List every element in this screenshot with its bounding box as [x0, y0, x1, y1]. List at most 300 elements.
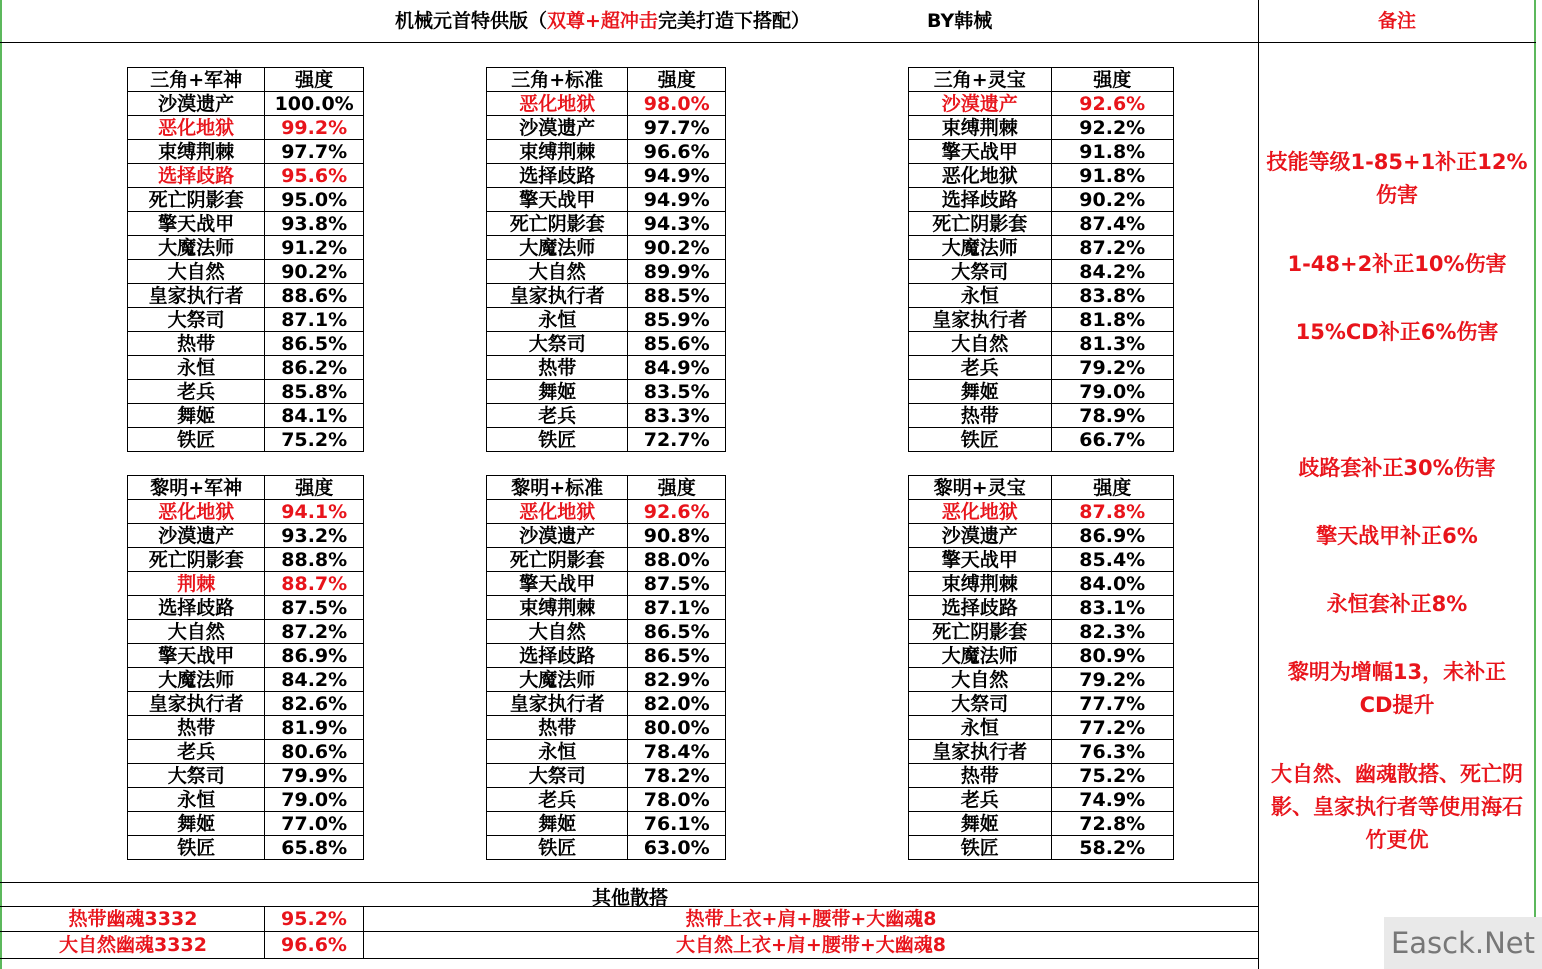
set-name: 擎天战甲 [909, 140, 1052, 164]
strength-value: 84.2% [265, 668, 364, 692]
set-name: 死亡阴影套 [128, 188, 265, 212]
set-name: 大祭司 [487, 332, 628, 356]
strength-value: 83.1% [1051, 596, 1173, 620]
table-row [487, 236, 726, 260]
set-name: 死亡阴影套 [487, 212, 628, 236]
set-name: 老兵 [128, 380, 265, 404]
table-row [128, 356, 364, 380]
table-row [487, 620, 726, 644]
header-strength: 强度 [628, 476, 726, 500]
set-name: 热带 [128, 332, 265, 356]
set-name: 皇家执行者 [909, 740, 1052, 764]
note-liming: 黎明为增幅13，未补正CD提升 [1287, 660, 1507, 717]
set-name: 恶化地狱 [909, 500, 1052, 524]
set-name: 热带 [487, 356, 628, 380]
strength-value: 84.2% [1051, 260, 1173, 284]
set-name: 选择歧路 [487, 644, 628, 668]
strength-value: 91.8% [1051, 164, 1173, 188]
set-name: 热带 [487, 716, 628, 740]
table-row [128, 332, 364, 356]
other-row-2-name: 大自然幽魂3332 [59, 934, 207, 956]
row-divider-3 [0, 958, 1259, 959]
set-name: 选择歧路 [128, 596, 265, 620]
set-name: 大祭司 [128, 308, 265, 332]
note-qingtian: 擎天战甲补正6% [1316, 524, 1478, 548]
row-divider-2 [0, 931, 1259, 932]
strength-value: 79.0% [1051, 380, 1173, 404]
set-name: 擎天战甲 [128, 212, 265, 236]
header-combo: 三角+灵宝 [909, 68, 1052, 92]
set-name: 沙漠遗产 [487, 524, 628, 548]
set-name: 铁匠 [909, 428, 1052, 452]
table-row [487, 716, 726, 740]
set-name: 铁匠 [128, 428, 265, 452]
table-row [909, 332, 1174, 356]
table-row [128, 812, 364, 836]
strength-value: 77.7% [1051, 692, 1173, 716]
table-row [487, 308, 726, 332]
set-name: 束缚荆棘 [909, 116, 1052, 140]
table-header-row [487, 476, 726, 500]
strength-value: 79.0% [265, 788, 364, 812]
strength-value: 76.3% [1051, 740, 1173, 764]
table-row [128, 188, 364, 212]
table-row [909, 500, 1174, 524]
header-combo: 黎明+标准 [487, 476, 628, 500]
table-row [128, 572, 364, 596]
strength-value: 78.2% [628, 764, 726, 788]
set-name: 舞姬 [128, 404, 265, 428]
set-name: 大祭司 [128, 764, 265, 788]
table-row [128, 500, 364, 524]
table-row [909, 356, 1174, 380]
set-name: 热带 [909, 404, 1052, 428]
set-name: 永恒 [487, 308, 628, 332]
set-name: 死亡阴影套 [909, 620, 1052, 644]
set-name: 选择歧路 [909, 188, 1052, 212]
table-row [909, 404, 1174, 428]
table-row [487, 164, 726, 188]
set-name: 大自然 [128, 620, 265, 644]
strength-value: 85.4% [1051, 548, 1173, 572]
set-name: 大魔法师 [909, 236, 1052, 260]
header-strength: 强度 [1051, 68, 1173, 92]
other-row-1-value: 95.2% [281, 908, 347, 930]
header-strength: 强度 [265, 68, 364, 92]
other-row-2-value: 96.6% [281, 934, 347, 956]
table-row [909, 524, 1174, 548]
strength-value: 78.4% [628, 740, 726, 764]
set-name: 大自然 [487, 620, 628, 644]
table-row [909, 212, 1174, 236]
table-row [487, 116, 726, 140]
table-row [487, 500, 726, 524]
table-row [487, 692, 726, 716]
strength-value: 84.9% [628, 356, 726, 380]
strength-value: 87.2% [265, 620, 364, 644]
strength-value: 93.2% [265, 524, 364, 548]
set-name: 沙漠遗产 [128, 92, 265, 116]
set-name: 恶化地狱 [128, 500, 265, 524]
table-row [487, 356, 726, 380]
set-name: 铁匠 [487, 428, 628, 452]
table-row [487, 836, 726, 860]
set-name: 死亡阴影套 [487, 548, 628, 572]
table-row [909, 740, 1174, 764]
strength-value: 87.5% [628, 572, 726, 596]
table-row [487, 668, 726, 692]
strength-value: 80.6% [265, 740, 364, 764]
table-row [128, 236, 364, 260]
set-name: 大魔法师 [909, 644, 1052, 668]
note-haishizhu: 大自然、幽魂散搭、死亡阴影、皇家执行者等使用海石竹更优 [1271, 762, 1523, 852]
header-divider [0, 42, 1536, 43]
set-name: 大自然 [487, 260, 628, 284]
table-row [909, 260, 1174, 284]
strength-value: 87.4% [1051, 212, 1173, 236]
set-name: 选择歧路 [909, 596, 1052, 620]
strength-value: 82.0% [628, 692, 726, 716]
table-header-row [128, 68, 364, 92]
notes-header: 备注 [1378, 10, 1417, 32]
set-name: 铁匠 [909, 836, 1052, 860]
table-row [909, 140, 1174, 164]
table-row [128, 548, 364, 572]
strength-value: 88.7% [265, 572, 364, 596]
table-sanjiao-lingbao [908, 67, 1174, 452]
set-name: 束缚荆棘 [487, 596, 628, 620]
strength-value: 83.5% [628, 380, 726, 404]
table-sanjiao-junshen [127, 67, 364, 452]
note-level-48: 1-48+2补正10%伤害 [1287, 252, 1507, 276]
notes-divider [1258, 0, 1259, 969]
set-name: 热带 [909, 764, 1052, 788]
strength-value: 72.7% [628, 428, 726, 452]
table-row [487, 740, 726, 764]
table-row [909, 596, 1174, 620]
strength-value: 79.9% [265, 764, 364, 788]
strength-value: 76.1% [628, 812, 726, 836]
header-strength: 强度 [628, 68, 726, 92]
strength-value: 77.2% [1051, 716, 1173, 740]
table-row [487, 140, 726, 164]
strength-value: 83.3% [628, 404, 726, 428]
strength-value: 89.9% [628, 260, 726, 284]
set-name: 大自然 [128, 260, 265, 284]
set-name: 大魔法师 [128, 668, 265, 692]
header-combo: 黎明+灵宝 [909, 476, 1052, 500]
set-name: 老兵 [128, 740, 265, 764]
strength-value: 75.2% [1051, 764, 1173, 788]
table-row [128, 764, 364, 788]
strength-value: 82.3% [1051, 620, 1173, 644]
strength-value: 87.1% [628, 596, 726, 620]
set-name: 老兵 [487, 788, 628, 812]
set-name: 大祭司 [909, 692, 1052, 716]
strength-value: 91.2% [265, 236, 364, 260]
strength-value: 93.8% [265, 212, 364, 236]
set-name: 沙漠遗产 [487, 116, 628, 140]
set-name: 大自然 [909, 668, 1052, 692]
set-name: 舞姬 [128, 812, 265, 836]
table-row [909, 188, 1174, 212]
strength-value: 84.1% [265, 404, 364, 428]
strength-value: 87.5% [265, 596, 364, 620]
table-row [487, 812, 726, 836]
strength-value: 82.9% [628, 668, 726, 692]
table-row [128, 308, 364, 332]
table-row [909, 428, 1174, 452]
table-row [487, 188, 726, 212]
strength-value: 65.8% [265, 836, 364, 860]
set-name: 束缚荆棘 [128, 140, 265, 164]
strength-value: 88.5% [628, 284, 726, 308]
strength-value: 94.9% [628, 188, 726, 212]
set-name: 大魔法师 [487, 668, 628, 692]
table-row [128, 836, 364, 860]
set-name: 大自然 [909, 332, 1052, 356]
strength-value: 86.2% [265, 356, 364, 380]
strength-value: 85.6% [628, 332, 726, 356]
table-row [487, 212, 726, 236]
set-name: 热带 [128, 716, 265, 740]
set-name: 舞姬 [487, 380, 628, 404]
strength-value: 86.5% [628, 620, 726, 644]
strength-value: 79.2% [1051, 668, 1173, 692]
strength-value: 87.8% [1051, 500, 1173, 524]
set-name: 永恒 [128, 356, 265, 380]
table-row [487, 764, 726, 788]
table-row [487, 596, 726, 620]
strength-value: 80.9% [1051, 644, 1173, 668]
strength-value: 58.2% [1051, 836, 1173, 860]
strength-value: 86.9% [265, 644, 364, 668]
strength-value: 79.2% [1051, 356, 1173, 380]
strength-value: 63.0% [628, 836, 726, 860]
table-header-row [487, 68, 726, 92]
table-row [909, 620, 1174, 644]
strength-value: 99.2% [265, 116, 364, 140]
table-row [128, 116, 364, 140]
table-row [909, 836, 1174, 860]
set-name: 大祭司 [909, 260, 1052, 284]
set-name: 永恒 [909, 284, 1052, 308]
table-row [487, 284, 726, 308]
strength-value: 90.2% [265, 260, 364, 284]
set-name: 擎天战甲 [487, 572, 628, 596]
strength-value: 90.2% [628, 236, 726, 260]
table-row [128, 620, 364, 644]
other-row-1-name: 热带幽魂3332 [68, 908, 198, 930]
set-name: 束缚荆棘 [909, 572, 1052, 596]
strength-value: 81.9% [265, 716, 364, 740]
other-section-title: 其他散搭 [591, 887, 668, 909]
table-row [909, 716, 1174, 740]
table-row [487, 572, 726, 596]
strength-value: 95.6% [265, 164, 364, 188]
set-name: 皇家执行者 [128, 692, 265, 716]
table-row [128, 92, 364, 116]
strength-value: 83.8% [1051, 284, 1173, 308]
other-row-2-desc: 大自然上衣+肩+腰带+大幽魂8 [676, 934, 946, 956]
header-combo: 三角+标准 [487, 68, 628, 92]
title-suffix: 完美打造下搭配） [657, 10, 810, 32]
strength-value: 86.5% [628, 644, 726, 668]
table-row [487, 404, 726, 428]
author-label: BY韩械 [927, 10, 993, 32]
table-liming-biaozhun [486, 475, 726, 860]
strength-value: 86.5% [265, 332, 364, 356]
header-combo: 黎明+军神 [128, 476, 265, 500]
strength-value: 80.0% [628, 716, 726, 740]
table-row [128, 596, 364, 620]
set-name: 死亡阴影套 [128, 548, 265, 572]
strength-value: 88.6% [265, 284, 364, 308]
table-sanjiao-biaozhun [486, 67, 726, 452]
strength-value: 81.3% [1051, 332, 1173, 356]
strength-value: 94.3% [628, 212, 726, 236]
table-row [128, 380, 364, 404]
table-row [128, 212, 364, 236]
set-name: 死亡阴影套 [909, 212, 1052, 236]
set-name: 沙漠遗产 [128, 524, 265, 548]
table-row [128, 164, 364, 188]
table-row [128, 788, 364, 812]
table-row [909, 308, 1174, 332]
table-row [128, 260, 364, 284]
table-row [128, 740, 364, 764]
set-name: 恶化地狱 [909, 164, 1052, 188]
set-name: 舞姬 [909, 812, 1052, 836]
strength-value: 85.9% [628, 308, 726, 332]
table-row [128, 692, 364, 716]
set-name: 擎天战甲 [487, 188, 628, 212]
set-name: 大祭司 [487, 764, 628, 788]
strength-value: 97.7% [628, 116, 726, 140]
strength-value: 92.2% [1051, 116, 1173, 140]
note-skill-level: 技能等级1-85+1补正12%伤害 [1266, 150, 1528, 207]
table-row [128, 668, 364, 692]
set-name: 舞姬 [487, 812, 628, 836]
strength-value: 100.0% [265, 92, 364, 116]
table-row [909, 380, 1174, 404]
table-liming-lingbao [908, 475, 1174, 860]
set-name: 老兵 [909, 356, 1052, 380]
strength-value: 94.1% [265, 500, 364, 524]
strength-value: 81.8% [1051, 308, 1173, 332]
set-name: 皇家执行者 [487, 284, 628, 308]
strength-value: 84.0% [1051, 572, 1173, 596]
set-name: 恶化地狱 [128, 116, 265, 140]
strength-value: 75.2% [265, 428, 364, 452]
watermark: Easck.Net [1384, 917, 1542, 969]
header-strength: 强度 [1051, 476, 1173, 500]
header-strength: 强度 [265, 476, 364, 500]
table-row [909, 572, 1174, 596]
table-row [909, 92, 1174, 116]
page-title [395, 6, 810, 33]
table-row [128, 524, 364, 548]
set-name: 皇家执行者 [128, 284, 265, 308]
strength-value: 96.6% [628, 140, 726, 164]
set-name: 选择歧路 [487, 164, 628, 188]
table-row [909, 668, 1174, 692]
note-qilu: 歧路套补正30%伤害 [1298, 456, 1496, 480]
set-name: 铁匠 [128, 836, 265, 860]
strength-value: 90.8% [628, 524, 726, 548]
right-border [1534, 0, 1536, 969]
table-header-row [909, 476, 1174, 500]
strength-value: 86.9% [1051, 524, 1173, 548]
title-prefix: 机械元首特供版（ [395, 10, 548, 32]
strength-value: 72.8% [1051, 812, 1173, 836]
set-name: 沙漠遗产 [909, 524, 1052, 548]
table-header-row [909, 68, 1174, 92]
set-name: 皇家执行者 [909, 308, 1052, 332]
set-name: 老兵 [909, 788, 1052, 812]
table-row [909, 692, 1174, 716]
table-header-row [128, 476, 364, 500]
strength-value: 66.7% [1051, 428, 1173, 452]
note-cd: 15%CD补正6%伤害 [1295, 320, 1499, 344]
table-row [909, 116, 1174, 140]
table-row [487, 92, 726, 116]
strength-value: 74.9% [1051, 788, 1173, 812]
strength-value: 92.6% [1051, 92, 1173, 116]
table-row [487, 380, 726, 404]
strength-value: 82.6% [265, 692, 364, 716]
strength-value: 78.0% [628, 788, 726, 812]
set-name: 老兵 [487, 404, 628, 428]
table-row [487, 332, 726, 356]
strength-value: 90.2% [1051, 188, 1173, 212]
table-row [909, 284, 1174, 308]
set-name: 恶化地狱 [487, 92, 628, 116]
table-row [487, 260, 726, 284]
set-name: 皇家执行者 [487, 692, 628, 716]
title-highlight: 双尊+超冲击 [547, 10, 658, 32]
table-row [128, 140, 364, 164]
table-row [487, 644, 726, 668]
strength-value: 87.1% [265, 308, 364, 332]
strength-value: 91.8% [1051, 140, 1173, 164]
table-row [128, 284, 364, 308]
table-row [909, 548, 1174, 572]
table-row [909, 164, 1174, 188]
table-row [909, 764, 1174, 788]
strength-value: 97.7% [265, 140, 364, 164]
strength-value: 92.6% [628, 500, 726, 524]
set-name: 永恒 [909, 716, 1052, 740]
strength-value: 87.2% [1051, 236, 1173, 260]
note-yongheng: 永恒套补正8% [1326, 592, 1468, 616]
table-row [487, 548, 726, 572]
table-liming-junshen [127, 475, 364, 860]
set-name: 束缚荆棘 [487, 140, 628, 164]
table-row [128, 428, 364, 452]
table-row [909, 812, 1174, 836]
table-row [487, 524, 726, 548]
strength-value: 78.9% [1051, 404, 1173, 428]
table-row [909, 788, 1174, 812]
set-name: 大魔法师 [128, 236, 265, 260]
set-name: 荆棘 [128, 572, 265, 596]
strength-value: 77.0% [265, 812, 364, 836]
table-row [909, 644, 1174, 668]
set-name: 铁匠 [487, 836, 628, 860]
strength-value: 94.9% [628, 164, 726, 188]
table-row [909, 236, 1174, 260]
